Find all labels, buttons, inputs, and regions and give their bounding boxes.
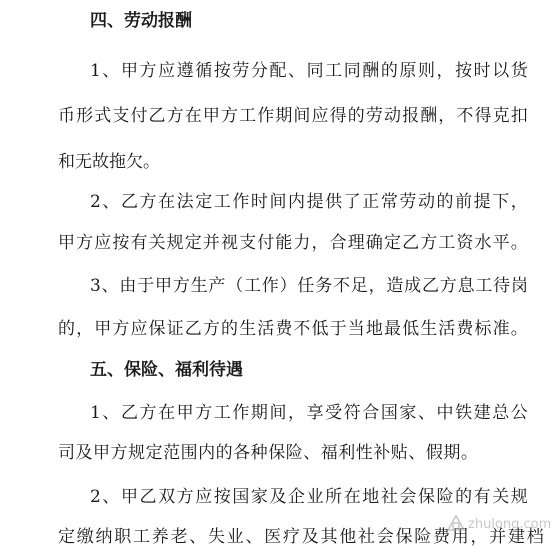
line-text: 定 缴 纳 职 工 养 老 、 失 业 、 医 疗 及 其 他 社 会 保 险 费 用 ， 并 建 档 bbox=[58, 527, 544, 547]
paragraph-line bbox=[0, 228, 560, 258]
line-text: 的 ， 甲 方 应 保 证 乙 方 的 生 活 费 不 低 于 当 地 最 低 生 活 费 标 准 。 bbox=[58, 319, 528, 339]
paragraph-line bbox=[0, 101, 560, 131]
line-text: 五、保险、福利待遇 bbox=[90, 360, 243, 380]
line-text: 四、劳动报酬 bbox=[90, 11, 192, 31]
line-text: 3 、 由 于 甲 方 生 产 （ 工 作 ） 任 务 不 足 ， 造 成 乙 方 息 工 待 岗 bbox=[90, 276, 528, 296]
paragraph-line bbox=[0, 438, 560, 468]
line-text: 2 、 乙 方 在 法 定 工 作 时 间 内 提 供 了 正 常 劳 动 的 前 提 下 ， bbox=[90, 192, 528, 212]
section-heading-labor-remuneration bbox=[0, 6, 560, 36]
zhulong-watermark-logo bbox=[444, 508, 554, 538]
line-text: 甲 方 应 按 有 关 规 定 并 视 支 付 能 力 ， 合 理 确 定 乙 方 工 资 水 平 。 bbox=[58, 233, 528, 253]
watermark-text: zhulong.com bbox=[468, 517, 552, 532]
paragraph-line bbox=[0, 147, 560, 177]
paragraph-line bbox=[0, 398, 560, 428]
line-text: 1 、 乙 方 在 甲 方 工 作 期 间 ， 享 受 符 合 国 家 、 中 铁 建 总 公 bbox=[90, 403, 528, 423]
section-heading-insurance-welfare bbox=[0, 355, 560, 385]
paragraph-line bbox=[0, 314, 560, 344]
line-text: 币 形 式 支 付 乙 方 在 甲 方 工 作 期 间 应 得 的 劳 动 报 酬 ， 不 得 克 扣 bbox=[58, 106, 528, 126]
line-text: 司 及 甲 方 规 定 范 围 内 的 各 种 保 险 、 福 利 性 补 贴 、 假 期 。 bbox=[58, 443, 478, 463]
line-text: 1 、 甲 方 应 遵 循 按 劳 分 配 、 同 工 同 酬 的 原 则 ， 按 时 以 货 bbox=[90, 61, 528, 81]
paragraph-line bbox=[0, 271, 560, 301]
line-text: 和无故拖欠。 bbox=[58, 152, 160, 172]
paragraph-line bbox=[0, 187, 560, 217]
watermark-icon bbox=[448, 516, 464, 530]
paragraph-line bbox=[0, 56, 560, 86]
line-text: 2 、 甲 乙 双 方 应 按 国 家 及 企 业 所 在 地 社 会 保 险 的 有 关 规 bbox=[90, 487, 528, 507]
